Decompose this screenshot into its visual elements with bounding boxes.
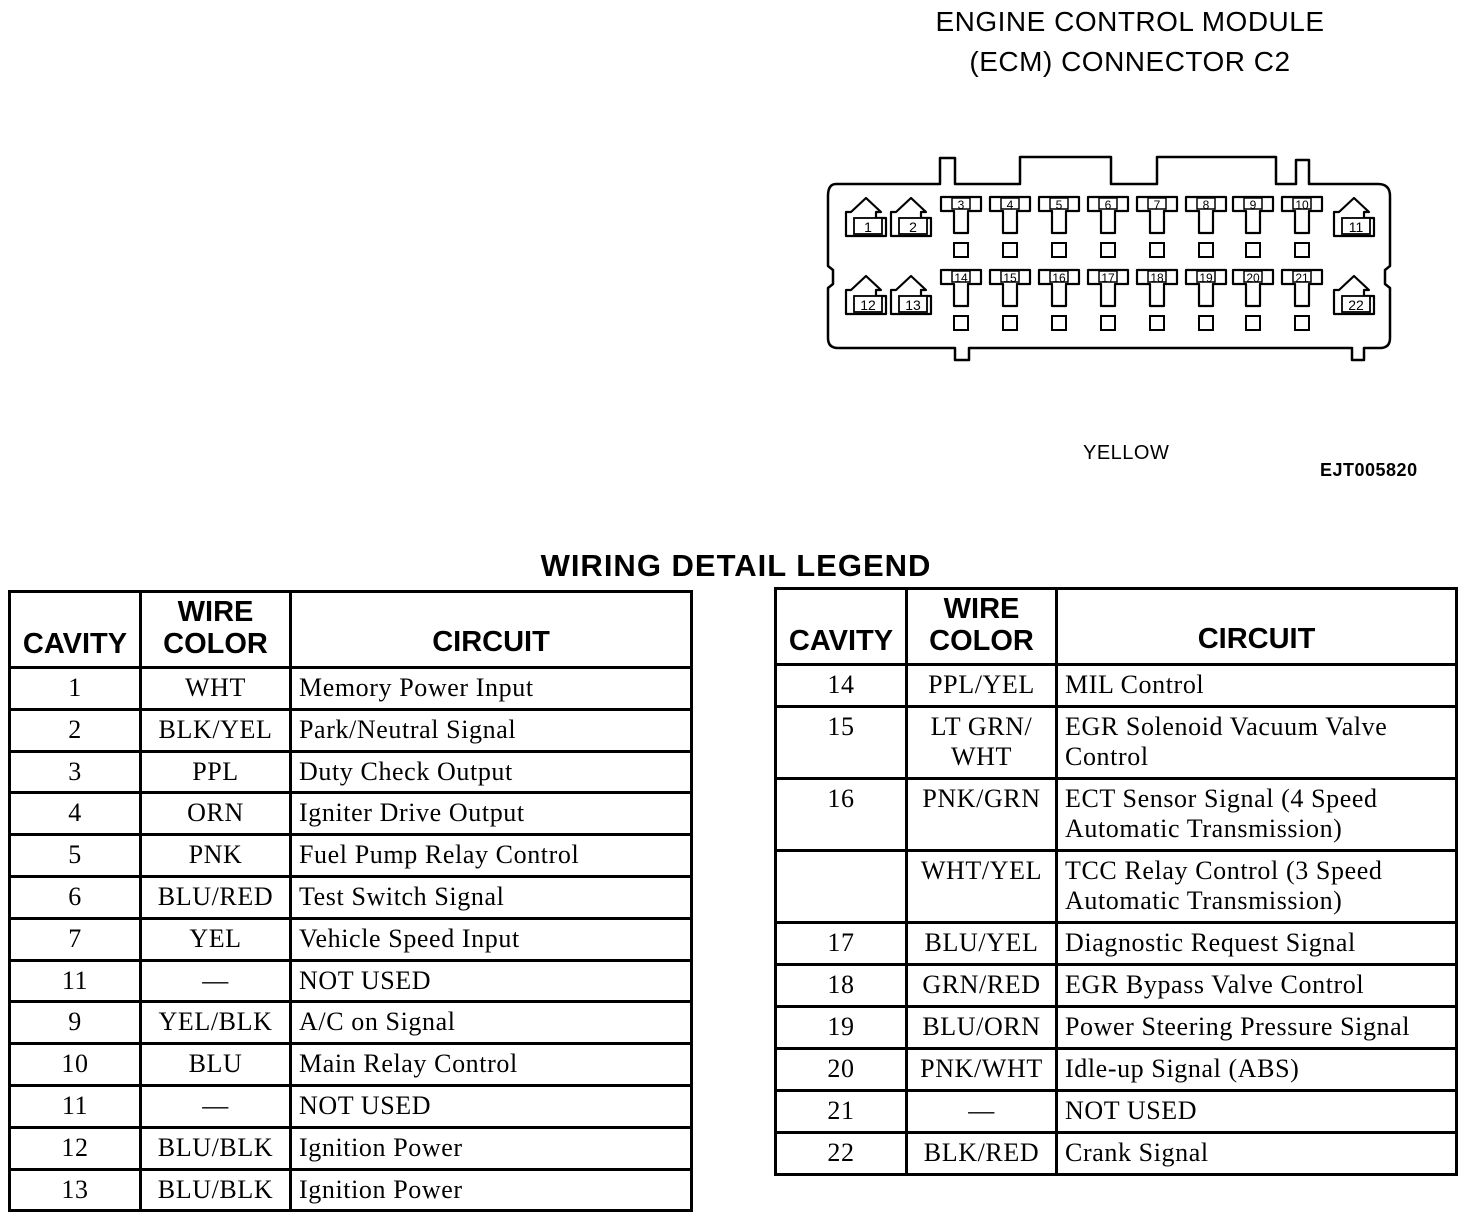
terminal-pin-9: [1233, 197, 1273, 233]
table-row: [776, 923, 1457, 965]
wire-color-cell: GRN/RED: [907, 965, 1057, 1007]
cavity-cell: 3: [10, 751, 141, 793]
table-row: [10, 668, 692, 710]
ecm-connector-c2-diagram: [822, 152, 1394, 362]
terminal-pin-3: [941, 197, 981, 233]
circuit-cell: Idle-up Signal (ABS): [1057, 1049, 1457, 1091]
terminal-pin-22: [1334, 276, 1374, 314]
circuit-cell: Memory Power Input: [291, 668, 692, 710]
svg-text:18: 18: [1150, 271, 1164, 285]
cavity-cell: 4: [10, 793, 141, 835]
circuit-cell: NOT USED: [291, 1085, 692, 1127]
svg-text:22: 22: [1348, 297, 1364, 313]
wire-color-cell: PPL/YEL: [907, 665, 1057, 707]
wire-color-cell: BLU/BLK: [141, 1127, 291, 1169]
terminal-pin-4: [990, 197, 1030, 233]
wire-header-line: WIRE: [943, 593, 1020, 625]
circuit-cell: NOT USED: [291, 960, 692, 1002]
table-row: [10, 751, 692, 793]
wire-color-cell: BLU/RED: [141, 876, 291, 918]
pin-socket-square: [1003, 316, 1017, 330]
table-row: [776, 1133, 1457, 1175]
svg-text:6: 6: [1104, 198, 1112, 212]
pin-socket-square: [1101, 243, 1115, 257]
svg-text:14: 14: [954, 271, 968, 285]
cavity-header: CAVITY: [10, 592, 141, 668]
pin-socket-square: [1052, 243, 1066, 257]
wiring-legend-table-left: [8, 590, 693, 1212]
circuit-cell: EGR Bypass Valve Control: [1057, 965, 1457, 1007]
svg-text:17: 17: [1101, 271, 1115, 285]
wire-color-cell: YEL/BLK: [141, 1002, 291, 1044]
pin-socket-square: [1199, 243, 1213, 257]
cavity-cell: 19: [776, 1007, 907, 1049]
svg-text:15: 15: [1003, 271, 1017, 285]
circuit-cell: Power Steering Pressure Signal: [1057, 1007, 1457, 1049]
terminal-pin-1: [846, 198, 886, 236]
cavity-cell: 17: [776, 923, 907, 965]
circuit-cell: Test Switch Signal: [291, 876, 692, 918]
svg-text:12: 12: [860, 297, 876, 313]
circuit-cell: ECT Sensor Signal (4 Speed Automatic Transmission): [1057, 779, 1457, 851]
terminal-pin-19: [1186, 270, 1226, 306]
terminal-pin-16: [1039, 270, 1079, 306]
terminal-pin-11: [1334, 198, 1374, 236]
terminal-pin-8: [1186, 197, 1226, 233]
circuit-cell: NOT USED: [1057, 1091, 1457, 1133]
svg-text:11: 11: [1348, 219, 1364, 235]
table-row: [776, 779, 1457, 851]
terminal-pin-17: [1088, 270, 1128, 306]
circuit-cell: MIL Control: [1057, 665, 1457, 707]
wire-color-header: [141, 592, 291, 668]
table-row: [10, 1169, 692, 1211]
pin-socket-square: [1003, 243, 1017, 257]
svg-text:16: 16: [1052, 271, 1066, 285]
wire-color-cell: BLK/RED: [907, 1133, 1057, 1175]
terminal-pin-6: [1088, 197, 1128, 233]
terminal-pin-18: [1137, 270, 1177, 306]
cavity-cell: 15: [776, 707, 907, 779]
wire-color-cell: BLU/ORN: [907, 1007, 1057, 1049]
pin-socket-square: [1150, 243, 1164, 257]
svg-text:5: 5: [1055, 198, 1063, 212]
circuit-cell: Ignition Power: [291, 1169, 692, 1211]
pin-socket-square: [1150, 316, 1164, 330]
terminal-pin-5: [1039, 197, 1079, 233]
wire-color-cell: PPL: [141, 751, 291, 793]
svg-text:9: 9: [1249, 198, 1257, 212]
pin-socket-square: [1246, 243, 1260, 257]
cavity-cell: 7: [10, 918, 141, 960]
pin-socket-square: [954, 316, 968, 330]
cavity-header: CAVITY: [776, 589, 907, 665]
svg-text:19: 19: [1199, 271, 1213, 285]
wire-color-cell: BLK/YEL: [141, 709, 291, 751]
color-header-line: COLOR: [163, 628, 268, 660]
table-row: [10, 960, 692, 1002]
wire-color-cell: —: [141, 1085, 291, 1127]
table-row: [10, 1127, 692, 1169]
wire-color-cell: PNK/WHT: [907, 1049, 1057, 1091]
cavity-cell: 21: [776, 1091, 907, 1133]
wiring-legend-table-right: [774, 587, 1458, 1176]
wire-color-cell: —: [907, 1091, 1057, 1133]
svg-text:7: 7: [1153, 198, 1161, 212]
pin-socket-square: [1199, 316, 1213, 330]
wire-color-cell: ORN: [141, 793, 291, 835]
wire-color-cell: LT GRN/ WHT: [907, 707, 1057, 779]
circuit-cell: TCC Relay Control (3 Speed Automatic Transmission): [1057, 851, 1457, 923]
circuit-cell: A/C on Signal: [291, 1002, 692, 1044]
circuit-header: CIRCUIT: [1057, 589, 1457, 665]
table-row: [776, 851, 1457, 923]
svg-text:20: 20: [1246, 271, 1260, 285]
table-row: [10, 793, 692, 835]
cavity-cell: 12: [10, 1127, 141, 1169]
legend-title: WIRING DETAIL LEGEND: [540, 548, 932, 583]
wire-color-cell: —: [141, 960, 291, 1002]
figure-reference-code: EJT005820: [1320, 460, 1418, 480]
cavity-cell: 1: [10, 668, 141, 710]
circuit-cell: Fuel Pump Relay Control: [291, 835, 692, 877]
svg-text:2: 2: [909, 219, 917, 235]
terminal-pin-21: [1282, 270, 1322, 306]
terminal-pin-14: [941, 270, 981, 306]
wire-color-cell: BLU/BLK: [141, 1169, 291, 1211]
wire-color-cell: BLU: [141, 1044, 291, 1086]
table-row: [776, 707, 1457, 779]
cavity-cell: 16: [776, 779, 907, 851]
cavity-cell: 14: [776, 665, 907, 707]
color-header-line: COLOR: [929, 625, 1034, 657]
circuit-cell: Crank Signal: [1057, 1133, 1457, 1175]
pin-socket-square: [1101, 316, 1115, 330]
table-row: [776, 1007, 1457, 1049]
connector-title: [860, 2, 1400, 82]
svg-text:13: 13: [905, 297, 921, 313]
pin-socket-square: [1295, 243, 1309, 257]
circuit-cell: Vehicle Speed Input: [291, 918, 692, 960]
table-row: [10, 1085, 692, 1127]
cavity-cell: 22: [776, 1133, 907, 1175]
table-row: [776, 965, 1457, 1007]
cavity-cell: 5: [10, 835, 141, 877]
table-row: [10, 1002, 692, 1044]
wire-color-cell: PNK: [141, 835, 291, 877]
circuit-cell: Diagnostic Request Signal: [1057, 923, 1457, 965]
cavity-cell: 13: [10, 1169, 141, 1211]
terminal-pin-15: [990, 270, 1030, 306]
table-row: [10, 876, 692, 918]
table-row: [776, 1049, 1457, 1091]
svg-text:3: 3: [957, 198, 965, 212]
cavity-cell: 11: [10, 1085, 141, 1127]
circuit-header: CIRCUIT: [291, 592, 692, 668]
terminal-pin-20: [1233, 270, 1273, 306]
connector-color-label: YELLOW: [1083, 442, 1170, 464]
terminal-pin-13: [891, 276, 931, 314]
cavity-cell: 20: [776, 1049, 907, 1091]
pin-socket-square: [1295, 316, 1309, 330]
cavity-cell: 9: [10, 1002, 141, 1044]
wire-color-header: [907, 589, 1057, 665]
table-row: [10, 709, 692, 751]
circuit-cell: Ignition Power: [291, 1127, 692, 1169]
svg-text:10: 10: [1295, 198, 1309, 212]
svg-text:21: 21: [1295, 271, 1309, 285]
table-row: [10, 918, 692, 960]
cavity-cell: 10: [10, 1044, 141, 1086]
wire-color-cell: YEL: [141, 918, 291, 960]
table-row: [776, 665, 1457, 707]
wire-header-line: WIRE: [177, 596, 254, 628]
circuit-cell: Park/Neutral Signal: [291, 709, 692, 751]
svg-text:8: 8: [1202, 198, 1210, 212]
pin-socket-square: [954, 243, 968, 257]
table-row: [776, 1091, 1457, 1133]
svg-text:1: 1: [864, 219, 872, 235]
connector-title-line1: ENGINE CONTROL MODULE: [935, 6, 1325, 37]
wire-color-cell: WHT: [141, 668, 291, 710]
connector-title-line2: (ECM) CONNECTOR C2: [969, 46, 1291, 77]
circuit-cell: EGR Solenoid Vacuum Valve Control: [1057, 707, 1457, 779]
cavity-cell: 11: [10, 960, 141, 1002]
terminal-pin-10: [1282, 197, 1322, 233]
cavity-cell: [776, 851, 907, 923]
terminal-pin-12: [846, 276, 886, 314]
wire-color-cell: WHT/YEL: [907, 851, 1057, 923]
pin-socket-square: [1246, 316, 1260, 330]
cavity-cell: 6: [10, 876, 141, 918]
circuit-cell: Main Relay Control: [291, 1044, 692, 1086]
cavity-cell: 18: [776, 965, 907, 1007]
wire-color-cell: PNK/GRN: [907, 779, 1057, 851]
table-row: [10, 835, 692, 877]
terminal-pin-7: [1137, 197, 1177, 233]
cavity-cell: 2: [10, 709, 141, 751]
table-row: [10, 1044, 692, 1086]
pin-socket-square: [1052, 316, 1066, 330]
circuit-cell: Duty Check Output: [291, 751, 692, 793]
svg-text:4: 4: [1006, 198, 1014, 212]
circuit-cell: Igniter Drive Output: [291, 793, 692, 835]
terminal-pin-2: [891, 198, 931, 236]
wire-color-cell: BLU/YEL: [907, 923, 1057, 965]
